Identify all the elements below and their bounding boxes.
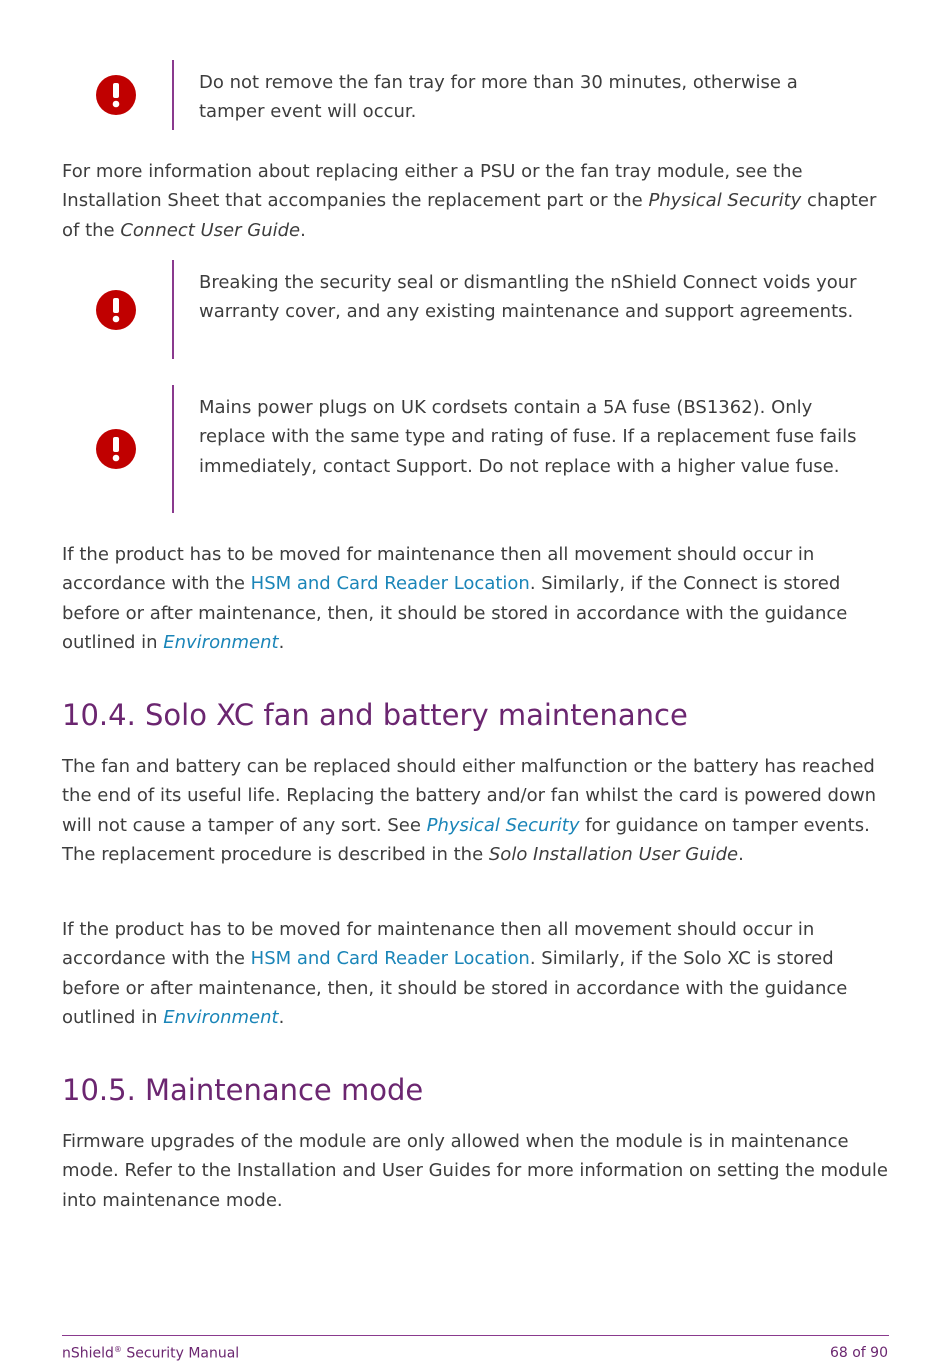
paragraph-psu-info: [62, 157, 888, 245]
text-run: The fan and battery can be replaced should either malfunction or the battery has reached the end of its useful life. Replacing the battery and/or fan whilst the card is powered down will not cause a tamper of any sort. See: [62, 756, 877, 836]
warning-icon: [96, 290, 136, 330]
text-run: For more information about replacing either a PSU or the fan tray module, see the Installation Sheet that accompanies the replacement part or the: [62, 161, 803, 212]
callout-divider: [172, 385, 174, 513]
link-hsm-card-reader-location[interactable]: HSM and Card Reader Location: [250, 573, 530, 595]
warning-callout: [62, 260, 888, 359]
emphasis-physical-security: Physical Security: [648, 190, 802, 212]
footer-page-number: 68 of 90: [829, 1345, 888, 1361]
text-run: .: [278, 631, 285, 653]
text-run: If the product has to be moved for maintenance then all movement should occur in accordance with the: [62, 544, 815, 595]
footer-doc-title: [62, 1345, 239, 1362]
warning-callout: [62, 385, 888, 513]
warning-callout: [62, 60, 888, 130]
text-run: for guidance on tamper events. The replacement procedure is described in the: [62, 814, 870, 865]
text-run: . Similarly, if the Connect is stored before or after maintenance, then, it should be stored in accordance with the guidance outlined in: [62, 573, 848, 653]
text-run: .: [278, 1006, 285, 1028]
registered-mark: ®: [113, 1345, 122, 1354]
callout-divider: [172, 260, 174, 359]
paragraph-fan-battery: [62, 752, 888, 869]
callout-text: Breaking the security seal or dismantling the nShield Connect voids your warranty cover, and any existing maintenance and support agreements.: [199, 272, 857, 323]
callout-text: Do not remove the fan tray for more than 30 minutes, otherwise a tamper event will occur.: [199, 72, 798, 123]
callout-text: Mains power plugs on UK cordsets contain a 5A fuse (BS1362). Only replace with the same type and rating of fuse. If a replacement fuse fails immediately, contact Support. Do not replace with a higher value fuse.: [199, 397, 857, 477]
emphasis-connect-user-guide: Connect User Guide: [120, 219, 301, 241]
footer-title-text: Security Manual: [121, 1345, 240, 1362]
link-physical-security[interactable]: Physical Security: [426, 814, 580, 836]
callout-divider: [172, 60, 174, 130]
paragraph-move-connect: [62, 540, 888, 657]
footer-divider: [62, 1335, 889, 1336]
warning-icon: [96, 75, 136, 115]
paragraph-maintenance-mode: Firmware upgrades of the module are only allowed when the module is in maintenance mode. Refer to the Installation and User Guides for more information on setting the module into maintenance mode.: [62, 1131, 888, 1211]
section-heading-10-5: 10.5. Maintenance mode: [62, 1073, 424, 1107]
text-run: chapter of the: [62, 190, 877, 241]
link-environment[interactable]: Environment: [163, 1006, 279, 1028]
warning-icon: [96, 429, 136, 469]
link-hsm-card-reader-location[interactable]: HSM and Card Reader Location: [250, 948, 530, 970]
emphasis-solo-installation-guide: Solo Installation User Guide: [488, 843, 739, 865]
text-run: . Similarly, if the Solo XC is stored before or after maintenance, then, it should be stored in accordance with the guidance outlined in: [62, 948, 848, 1028]
footer-brand: nShield: [62, 1345, 114, 1362]
link-environment[interactable]: Environment: [163, 631, 279, 653]
text-run: If the product has to be moved for maintenance then all movement should occur in accordance with the: [62, 919, 815, 970]
paragraph-move-solo: [62, 915, 888, 1032]
section-heading-10-4: 10.4. Solo XC fan and battery maintenance: [62, 698, 688, 732]
text-run: .: [300, 219, 306, 241]
text-run: .: [738, 843, 744, 865]
